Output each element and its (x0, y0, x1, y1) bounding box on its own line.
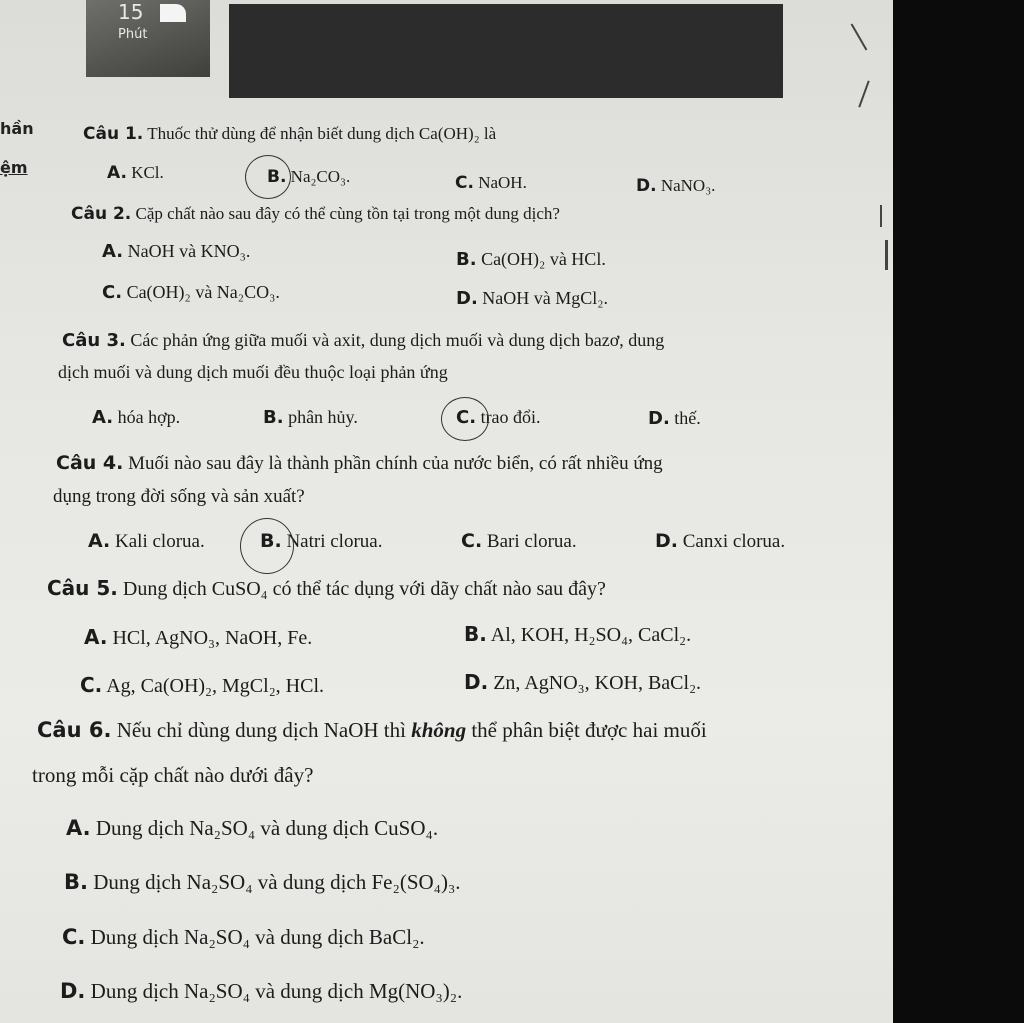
timer-value: 15 (118, 0, 144, 24)
margin-pen-mark (880, 205, 882, 227)
q6-option-d[interactable]: D. Dung dịch Na₂SO₄ và dung dịch Mg(NO₃)₂. (60, 979, 463, 1003)
q4-option-b[interactable]: B. Natri clorua. (260, 530, 383, 552)
question-5 (47, 576, 606, 601)
question-3 (62, 330, 664, 351)
q5-option-b[interactable]: B. Al, KOH, H₂SO₄, CaCl₂. (464, 622, 692, 646)
question-2-title: Câu 2. (71, 204, 132, 224)
header-dark-bar (229, 4, 783, 98)
q3-option-c[interactable]: C. trao đổi. (456, 407, 541, 428)
side-label-2: ệm (0, 158, 28, 177)
margin-pen-mark (885, 240, 888, 270)
question-6-stem-line-2: trong mỗi cặp chất nào dưới đây? (32, 763, 314, 787)
timer-flag-icon (160, 4, 186, 22)
q1-option-a[interactable]: A. KCl. (107, 163, 164, 183)
q1-option-c[interactable]: C. NaOH. (455, 173, 527, 193)
margin-pen-mark (858, 81, 869, 108)
q2-option-d[interactable]: D. NaOH và MgCl₂. (456, 288, 609, 309)
q5-option-c[interactable]: C. Ag, Ca(OH)₂, MgCl₂, HCl. (80, 673, 325, 697)
question-6-stem-before: Nếu chỉ dùng dung dịch NaOH thì (116, 718, 406, 742)
q3-option-d[interactable]: D. thế. (648, 408, 701, 429)
question-3-stem-line-1: Các phản ứng giữa muối và axit, dung dịch muối và dung dịch bazơ, dung (130, 330, 665, 350)
question-5-title: Câu 5. (47, 576, 118, 600)
question-5-stem: Dung dịch CuSO₄ có thể tác dụng với dãy chất nào sau đây? (122, 578, 606, 600)
q1-option-b[interactable]: B. Na₂CO₃. (267, 167, 351, 187)
q3-option-a[interactable]: A. hóa hợp. (92, 407, 181, 428)
q4-option-d[interactable]: D. Canxi clorua. (655, 530, 786, 552)
question-6-stem-after: thể phân biệt được hai muối (471, 718, 707, 742)
question-3-title: Câu 3. (62, 330, 126, 351)
q4-option-c[interactable]: C. Bari clorua. (461, 530, 577, 552)
question-1 (83, 124, 496, 144)
margin-pen-mark (851, 24, 868, 51)
side-label-1: hần (0, 119, 34, 138)
q6-option-c[interactable]: C. Dung dịch Na₂SO₄ và dung dịch BaCl₂. (62, 925, 425, 949)
q5-option-a[interactable]: A. HCl, AgNO₃, NaOH, Fe. (84, 625, 313, 649)
question-6-title: Câu 6. (37, 718, 112, 742)
question-4-stem-line-1: Muối nào sau đây là thành phần chính của nước biển, có rất nhiều ứng (128, 453, 663, 474)
q1-option-d[interactable]: D. NaNO₃. (636, 176, 716, 196)
q3-option-b[interactable]: B. phân hủy. (263, 407, 358, 428)
answer-circle-q3 (441, 397, 489, 441)
question-6 (37, 718, 707, 743)
question-4-stem-line-2: dụng trong đời sống và sản xuất? (53, 486, 305, 507)
q5-option-d[interactable]: D. Zn, AgNO₃, KOH, BaCl₂. (464, 670, 702, 694)
q4-option-a[interactable]: A. Kali clorua. (88, 530, 205, 552)
question-2 (71, 204, 560, 224)
q2-option-b[interactable]: B. Ca(OH)₂ và HCl. (456, 249, 606, 270)
question-3-stem-line-2: dịch muối và dung dịch muối đều thuộc loại phản ứng (58, 362, 448, 382)
answer-circle-q4 (240, 518, 294, 574)
question-1-stem: Thuốc thử dùng để nhận biết dung dịch Ca(OH)₂ là (147, 124, 497, 143)
question-4-title: Câu 4. (56, 452, 124, 474)
q2-option-c[interactable]: C. Ca(OH)₂ và Na₂CO₃. (102, 282, 280, 303)
answer-circle-q1 (245, 155, 291, 199)
timer-badge (86, 0, 210, 77)
q6-option-a[interactable]: A. Dung dịch Na₂SO₄ và dung dịch CuSO₄. (66, 816, 439, 840)
q2-option-a[interactable]: A. NaOH và KNO₃. (102, 241, 251, 262)
question-6-stem-emphasis: không (411, 718, 467, 742)
question-4 (56, 452, 663, 475)
background-dark-edge (893, 0, 1024, 1023)
timer-unit: Phút (118, 27, 148, 42)
q6-option-b[interactable]: B. Dung dịch Na₂SO₄ và dung dịch Fe₂(SO₄)₃. (64, 870, 461, 894)
question-1-title: Câu 1. (83, 124, 144, 144)
question-2-stem: Cặp chất nào sau đây có thể cùng tồn tại trong một dung dịch? (135, 204, 560, 223)
